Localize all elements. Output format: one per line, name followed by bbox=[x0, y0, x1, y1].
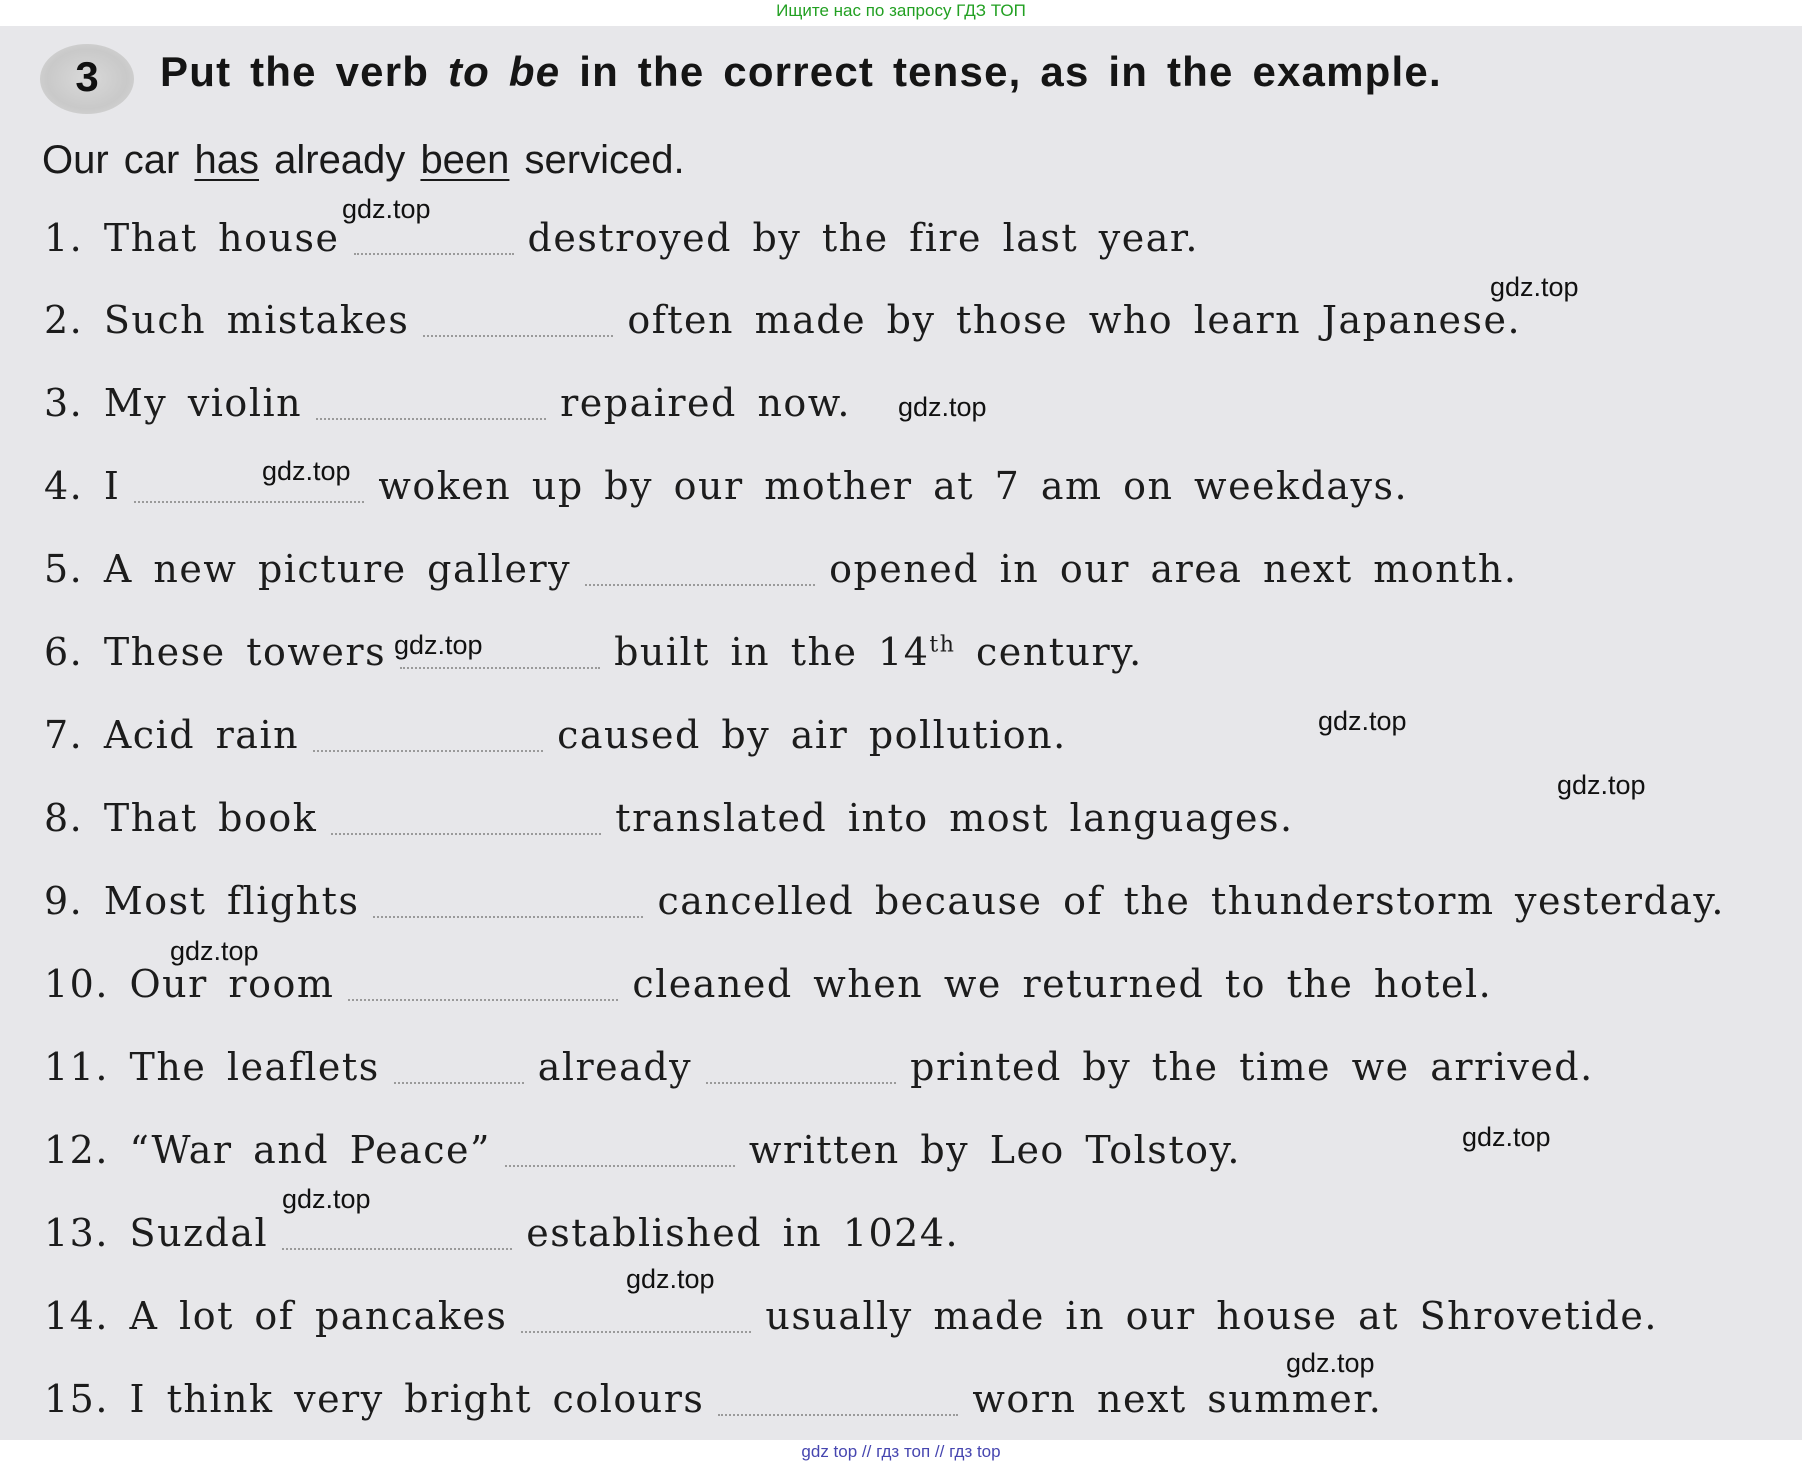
watermark: gdz.top bbox=[342, 194, 431, 224]
answer-blank[interactable] bbox=[331, 831, 601, 835]
answer-blank[interactable] bbox=[585, 582, 815, 586]
watermark: gdz.top bbox=[1286, 1348, 1375, 1378]
exercise-item-10 bbox=[44, 962, 1492, 1006]
item-number: 3. bbox=[44, 381, 84, 425]
item-text-before: A new picture gallery bbox=[103, 547, 572, 591]
answer-blank[interactable] bbox=[354, 251, 514, 255]
exercise-item-7 bbox=[44, 713, 1067, 757]
title-part-1: Put the verb bbox=[160, 48, 430, 95]
item-text-before: These towers bbox=[103, 630, 387, 674]
item-text-after: woken up by our mother at 7 am on weekdays. bbox=[378, 464, 1409, 508]
item-text-before: I bbox=[103, 464, 121, 508]
item-text-before: My violin bbox=[103, 381, 303, 425]
exercise-item-14 bbox=[44, 1294, 1658, 1338]
item-text-after: printed by the time we arrived. bbox=[910, 1045, 1594, 1089]
exercise-item-12 bbox=[44, 1128, 1241, 1172]
exercise-number: 3 bbox=[40, 44, 134, 114]
exercise-item-11 bbox=[44, 1045, 1594, 1089]
exercise-item-2 bbox=[44, 298, 1521, 342]
exercise-title bbox=[160, 48, 1442, 96]
exercise-item-5 bbox=[44, 547, 1517, 591]
item-number: 11. bbox=[44, 1045, 109, 1089]
item-text-after: cancelled because of the thunderstorm yesterday. bbox=[657, 879, 1725, 923]
superscript: th bbox=[929, 632, 956, 658]
exercise-item-8 bbox=[44, 796, 1294, 840]
item-number: 6. bbox=[44, 630, 84, 674]
item-text-after: written by Leo Tolstoy. bbox=[748, 1128, 1241, 1172]
item-text-after: caused by air pollution. bbox=[557, 713, 1067, 757]
item-number: 14. bbox=[44, 1294, 109, 1338]
watermark: gdz.top bbox=[282, 1184, 371, 1214]
item-text-before: The leaflets bbox=[129, 1045, 380, 1089]
item-text-after: usually made in our house at Shrovetide. bbox=[765, 1294, 1658, 1338]
watermark: gdz.top bbox=[898, 392, 987, 422]
item-text-middle: already bbox=[537, 1045, 693, 1089]
item-text-after: established in 1024. bbox=[526, 1211, 960, 1255]
example-word: serviced. bbox=[524, 138, 685, 182]
example-word: already bbox=[274, 138, 406, 182]
answer-blank[interactable] bbox=[282, 1246, 512, 1250]
item-text-after: worn next summer. bbox=[972, 1377, 1383, 1421]
exercise-item-3 bbox=[44, 381, 851, 425]
title-part-2: in the correct tense, as in the example. bbox=[579, 48, 1442, 95]
exercise-item-9 bbox=[44, 879, 1725, 923]
item-text-before: Such mistakes bbox=[103, 298, 410, 342]
item-number: 15. bbox=[44, 1377, 109, 1421]
item-text-after: translated into most languages. bbox=[615, 796, 1294, 840]
watermark: gdz.top bbox=[1557, 770, 1646, 800]
example-underlined-word: been bbox=[420, 138, 510, 182]
item-number: 5. bbox=[44, 547, 84, 591]
watermark: gdz.top bbox=[170, 936, 259, 966]
answer-blank[interactable] bbox=[134, 499, 364, 503]
item-text-after: opened in our area next month. bbox=[829, 547, 1518, 591]
item-number: 8. bbox=[44, 796, 84, 840]
top-banner[interactable]: Ищите нас по запросу ГДЗ ТОП bbox=[776, 1, 1026, 20]
watermark: gdz.top bbox=[1462, 1122, 1551, 1152]
exercise-item-13 bbox=[44, 1211, 959, 1255]
answer-blank[interactable] bbox=[313, 748, 543, 752]
textbook-page bbox=[0, 26, 1802, 1440]
item-number: 2. bbox=[44, 298, 84, 342]
item-text-after: built in the 14 bbox=[614, 630, 930, 674]
bottom-banner[interactable]: gdz top // гдз топ // гдз top bbox=[801, 1442, 1001, 1461]
item-number: 4. bbox=[44, 464, 84, 508]
answer-blank[interactable] bbox=[718, 1412, 958, 1416]
item-number: 13. bbox=[44, 1211, 109, 1255]
answer-blank[interactable] bbox=[394, 1080, 524, 1084]
answer-blank[interactable] bbox=[423, 333, 613, 337]
item-text-after: cleaned when we returned to the hotel. bbox=[632, 962, 1493, 1006]
item-number: 12. bbox=[44, 1128, 109, 1172]
item-text-before: Most flights bbox=[103, 879, 360, 923]
item-text-after: repaired now. bbox=[560, 381, 851, 425]
answer-blank[interactable] bbox=[316, 416, 546, 420]
item-text-before: That house bbox=[103, 216, 340, 260]
item-number: 1. bbox=[44, 216, 84, 260]
answer-blank[interactable] bbox=[706, 1080, 896, 1084]
item-text-after: century. bbox=[955, 630, 1143, 674]
watermark: gdz.top bbox=[626, 1264, 715, 1294]
exercise-item-15 bbox=[44, 1377, 1382, 1421]
exercise-item-1 bbox=[44, 216, 1199, 260]
item-text-before: Our room bbox=[129, 962, 335, 1006]
answer-blank[interactable] bbox=[348, 997, 618, 1001]
item-text-before: That book bbox=[103, 796, 318, 840]
answer-blank[interactable] bbox=[505, 1163, 735, 1167]
item-text-before: I think very bright colours bbox=[129, 1377, 705, 1421]
exercise-item-6 bbox=[44, 630, 1143, 674]
exercise-item-4 bbox=[44, 464, 1408, 508]
item-text-after: destroyed by the fire last year. bbox=[527, 216, 1199, 260]
answer-blank[interactable] bbox=[521, 1329, 751, 1333]
item-text-before: Acid rain bbox=[103, 713, 300, 757]
item-number: 9. bbox=[44, 879, 84, 923]
watermark: gdz.top bbox=[1318, 706, 1407, 736]
example-word: Our car bbox=[42, 138, 180, 182]
item-text-after: often made by those who learn Japanese. bbox=[627, 298, 1522, 342]
item-number: 7. bbox=[44, 713, 84, 757]
item-text-before: Suzdal bbox=[129, 1211, 269, 1255]
watermark: gdz.top bbox=[262, 456, 351, 486]
item-text-before: “War and Peace” bbox=[129, 1128, 491, 1172]
watermark: gdz.top bbox=[394, 630, 483, 660]
title-emphasis: to be bbox=[448, 48, 561, 95]
answer-blank[interactable] bbox=[400, 665, 600, 669]
example-underlined-word: has bbox=[194, 138, 259, 182]
example-sentence bbox=[42, 138, 685, 183]
watermark: gdz.top bbox=[1490, 272, 1579, 302]
answer-blank[interactable] bbox=[373, 914, 643, 918]
item-text-before: A lot of pancakes bbox=[129, 1294, 508, 1338]
item-number: 10. bbox=[44, 962, 109, 1006]
